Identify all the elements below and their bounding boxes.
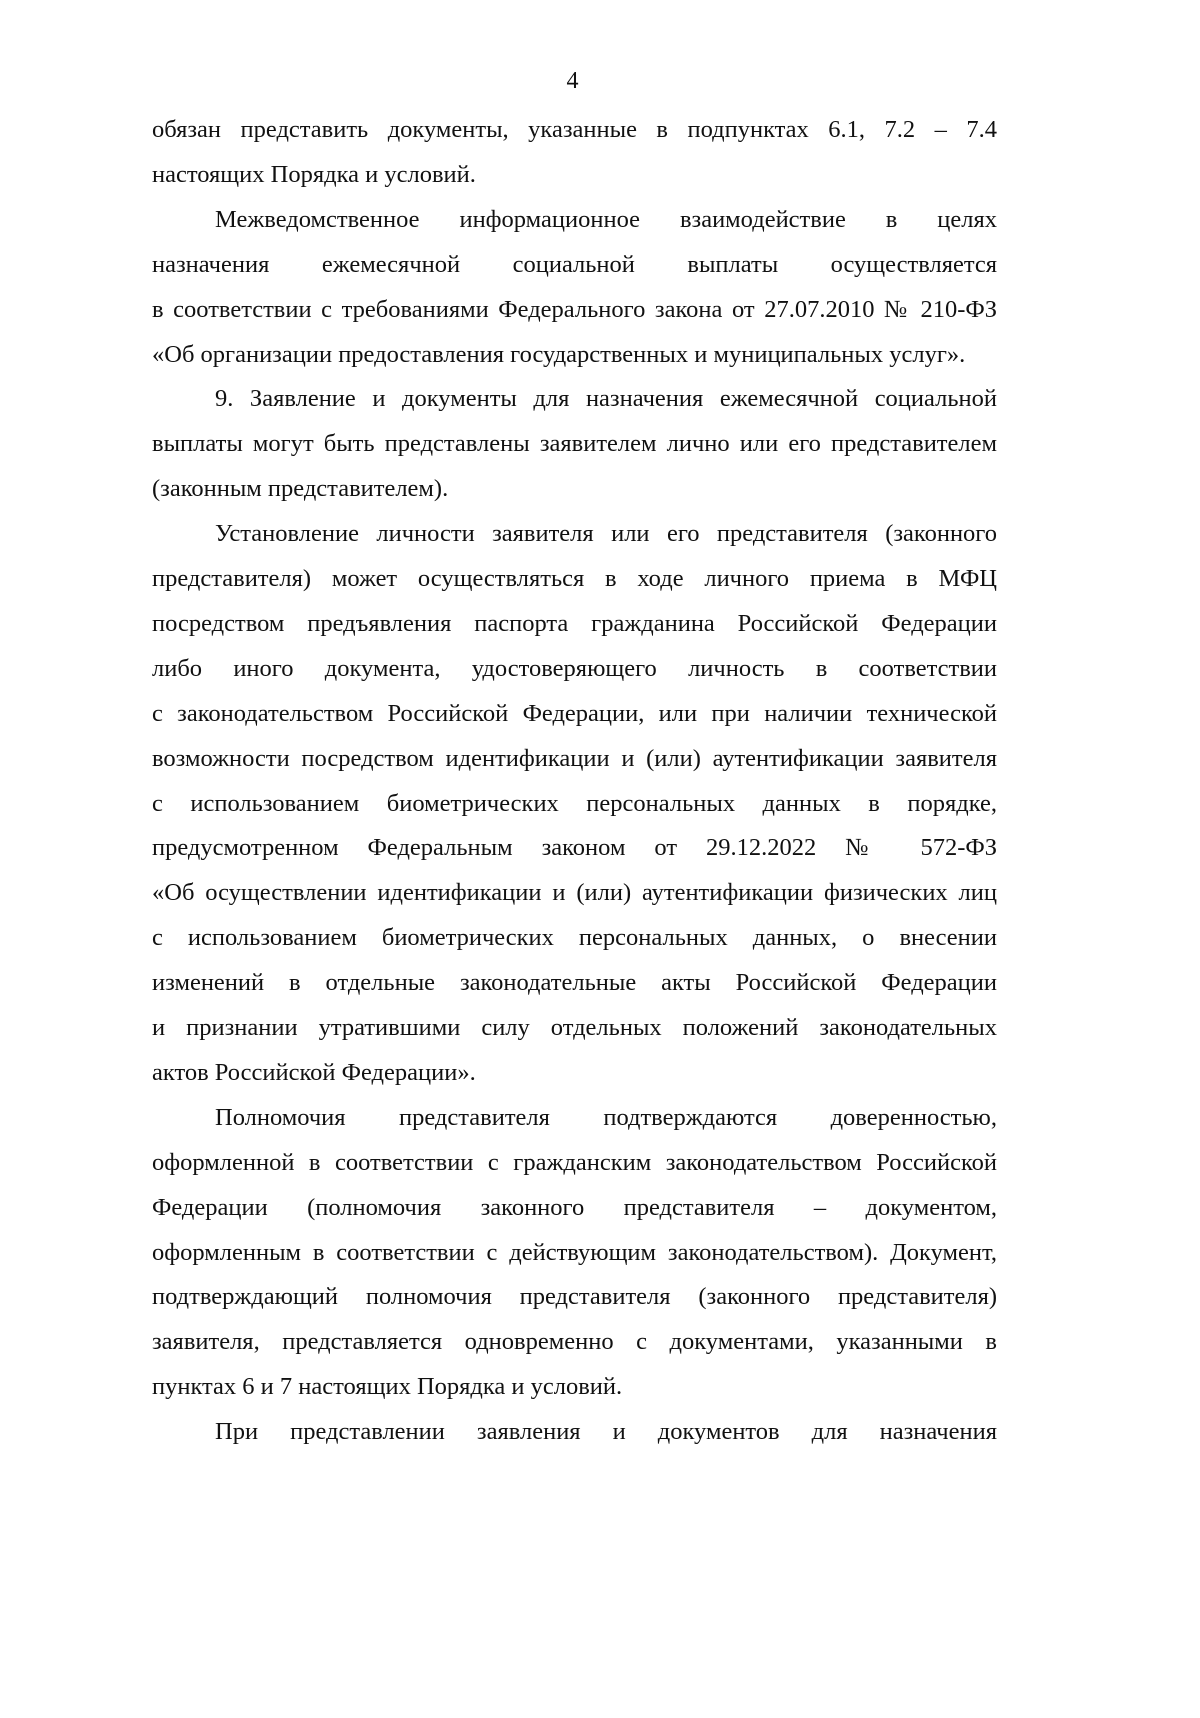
text-line: «Об осуществлении идентификации и (или) аутентификации физических лиц [152,879,997,907]
text-line: с использованием биометрических персональных данных в порядке, [152,789,997,817]
paragraph-first-line: Установление личности заявителя или его представителя (законного [215,520,997,548]
text-line: с законодательством Российской Федерации, или при наличии технической [152,699,997,727]
text-line: актов Российской Федерации». [152,1058,476,1086]
text-line: «Об организации предоставления государственных и муниципальных услуг». [152,340,966,368]
page-number: 4 [566,68,579,94]
text-line: представителя) может осуществляться в ходе личного приема в МФЦ [152,565,997,592]
text-line: Федерации (полномочия законного представителя – документом, [152,1193,997,1221]
text-line: в соответствии с требованиями Федерального закона от 27.07.2010 № 210-ФЗ [152,295,997,323]
text-line: и признании утратившими силу отдельных положений законодательных [152,1014,997,1041]
text-line: посредством предъявления паспорта гражданина Российской Федерации [152,609,997,637]
text-line: выплаты могут быть представлены заявителем лично или его представителем [152,430,997,458]
text-line: назначения ежемесячной социальной выплаты осуществляется [152,250,997,278]
paragraph-first-line: 9. Заявление и документы для назначения ежемесячной социальной [215,385,997,413]
text-line: с использованием биометрических персональных данных, о внесении [152,924,997,952]
text-line: настоящих Порядка и условий. [152,160,476,188]
paragraph-first-line: Межведомственное информационное взаимодействие в целях [215,205,997,233]
text-line: возможности посредством идентификации и (или) аутентификации заявителя [152,744,997,772]
text-line: изменений в отдельные законодательные акты Российской Федерации [152,969,997,997]
text-line: подтверждающий полномочия представителя (законного представителя) [152,1283,997,1311]
paragraph-first-line: При представлении заявления и документов для назначения [215,1418,997,1446]
text-line: (законным представителем). [152,475,449,503]
text-line: оформленной в соответствии с гражданским законодательством Российской [152,1148,997,1176]
text-line: либо иного документа, удостоверяющего личность в соответствии [152,654,997,682]
text-line: предусмотренном Федеральным законом от 29.12.2022 № 572-ФЗ [152,834,997,862]
text-line: заявителя, представляется одновременно с документами, указанными в [152,1328,997,1356]
paragraph-first-line: Полномочия представителя подтверждаются доверенностью, [215,1103,997,1131]
text-line: обязан представить документы, указанные в подпунктах 6.1, 7.2 – 7.4 [152,116,997,143]
text-line: пунктах 6 и 7 настоящих Порядка и условий. [152,1373,623,1401]
text-line: оформленным в соответствии с действующим законодательством). Документ, [152,1238,997,1266]
